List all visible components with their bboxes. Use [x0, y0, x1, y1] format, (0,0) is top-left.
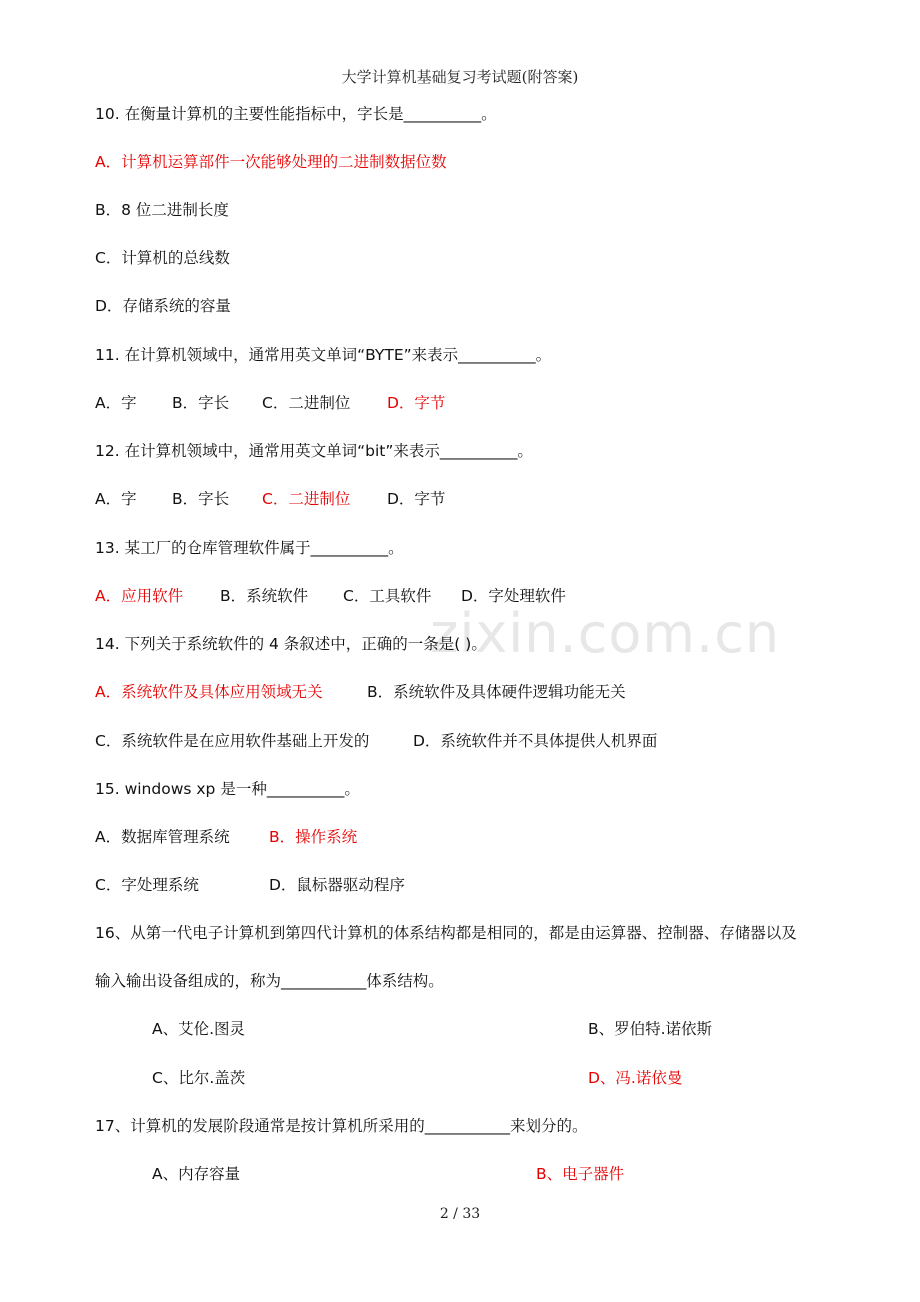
question-12-option-d: D．字节 [387, 490, 446, 508]
question-10-stem: 10. 在衡量计算机的主要性能指标中，字长是__________。 [95, 105, 497, 123]
question-16-option-b: B、罗伯特.诺依斯 [588, 1020, 713, 1038]
question-17-stem: 17、计算机的发展阶段通常是按计算机所采用的___________来划分的。 [95, 1117, 588, 1135]
question-13-option-d: D．字处理软件 [461, 587, 566, 605]
question-17-option-a: A、内存容量 [152, 1165, 241, 1183]
question-14-option-b: B．系统软件及具体硬件逻辑功能无关 [367, 683, 626, 701]
question-16-stem-line1: 16、从第一代电子计算机到第四代计算机的体系结构都是相同的，都是由运算器、控制器、存储器以及 [95, 924, 797, 942]
question-11-option-d: D．字节 [387, 394, 446, 412]
question-15-option-b: B．操作系统 [269, 828, 358, 846]
question-14-option-d: D．系统软件并不具体提供人机界面 [413, 732, 658, 750]
question-14-option-a: A．系统软件及具体应用领域无关 [95, 683, 323, 701]
question-12-stem: 12. 在计算机领域中，通常用英文单词“bit”来表示__________。 [95, 442, 533, 460]
question-13-stem: 13. 某工厂的仓库管理软件属于__________。 [95, 539, 404, 557]
question-10-option-d: D．存储系统的容量 [95, 297, 231, 315]
question-14-option-c: C．系统软件是在应用软件基础上开发的 [95, 732, 370, 750]
question-13-option-c: C．工具软件 [343, 587, 432, 605]
question-12-option-b: B．字长 [172, 490, 230, 508]
question-16-option-d: D、冯.诺依曼 [588, 1069, 683, 1087]
question-11-stem: 11. 在计算机领域中，通常用英文单词“BYTE”来表示__________。 [95, 346, 552, 364]
question-11-option-a: A．字 [95, 394, 137, 412]
page-number: 2 / 33 [439, 1206, 481, 1222]
watermark: zixin.com.cn [430, 602, 781, 665]
question-11-option-b: B．字长 [172, 394, 230, 412]
question-12-option-a: A．字 [95, 490, 137, 508]
question-12-option-c: C．二进制位 [262, 490, 351, 508]
question-15-option-c: C．字处理系统 [95, 876, 199, 894]
question-17-option-b: B、电子器件 [536, 1165, 625, 1183]
question-10-option-a: A．计算机运算部件一次能够处理的二进制数据位数 [95, 153, 447, 171]
question-16-option-a: A、艾伦.图灵 [152, 1020, 246, 1038]
question-15-option-a: A．数据库管理系统 [95, 828, 230, 846]
question-14-stem: 14. 下列关于系统软件的 4 条叙述中，正确的一条是( )。 [95, 635, 487, 653]
question-16-option-c: C、比尔.盖茨 [152, 1069, 246, 1087]
question-15-option-d: D．鼠标器驱动程序 [269, 876, 405, 894]
question-11-option-c: C．二进制位 [262, 394, 351, 412]
page-header: 大学计算机基础复习考试题(附答案) [341, 68, 579, 86]
question-13-option-a: A．应用软件 [95, 587, 184, 605]
question-10-option-c: C．计算机的总线数 [95, 249, 230, 267]
question-16-stem-line2: 输入输出设备组成的，称为___________体系结构。 [95, 972, 444, 990]
question-13-option-b: B．系统软件 [220, 587, 309, 605]
question-15-stem: 15. windows xp 是一种__________。 [95, 780, 360, 798]
question-10-option-b: B．8 位二进制长度 [95, 201, 229, 219]
